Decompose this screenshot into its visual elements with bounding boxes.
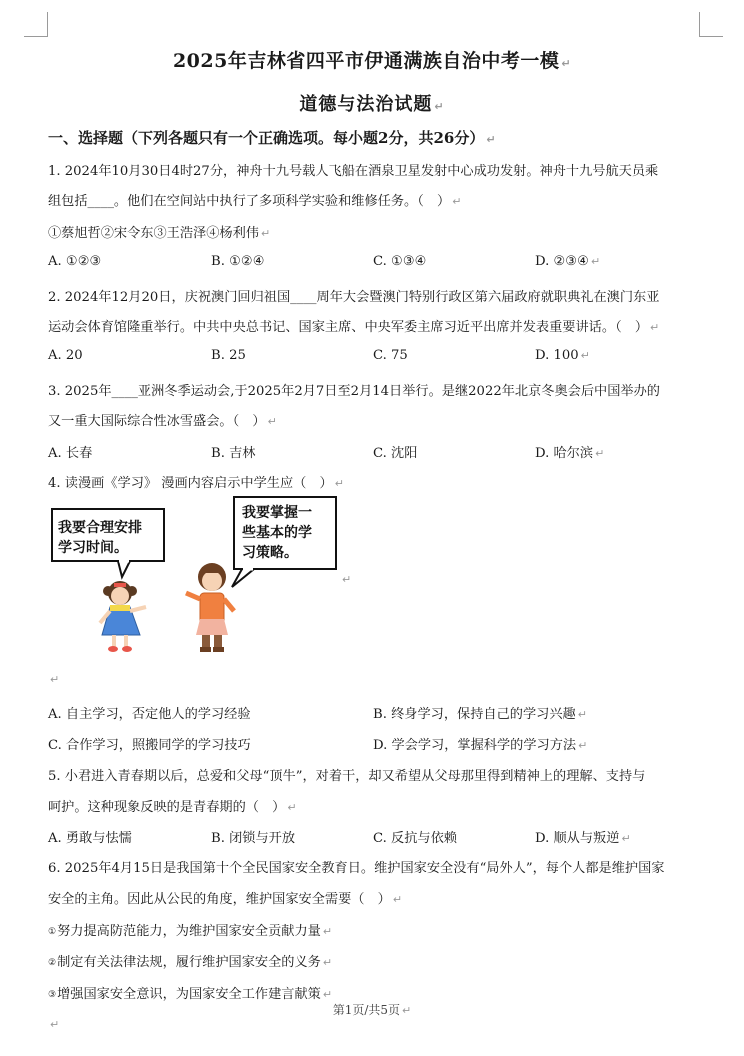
crop-mark-top-right-h: [699, 36, 723, 37]
q4-option-a: A. 自主学习，否定他人的学习经验: [48, 707, 251, 722]
q3-line1: 3. 2025年____亚洲冬季运动会,于2025年2月7日至2月14日举行。是继2022年北京冬奥会后中国举办的: [48, 384, 660, 399]
q6-statement-1: ①努力提高防范能力，为维护国家安全贡献力量 ↵: [48, 924, 333, 939]
q5-option-a: A. 勇敢与怯懦: [48, 831, 132, 846]
q1-option-a: A. ①②③: [48, 254, 102, 269]
q1-option-b: B. ①②④: [211, 254, 265, 269]
q5-line2: 呵护。这种现象反映的是青春期的（ ） ↵: [48, 800, 297, 815]
right-bubble-line3: 习策略。: [242, 545, 298, 561]
q4-option-b: B. 终身学习，保持自己的学习兴趣 ↵: [373, 707, 587, 722]
q6-statement-3: ③增强国家安全意识，为国家安全工作建言献策 ↵: [48, 987, 333, 1002]
page-footer: 第1页/共5页 ↵: [332, 1003, 412, 1017]
q1-option-d: D. ②③④ ↵: [535, 254, 601, 269]
q2-option-c: C. 75: [373, 348, 408, 363]
page-title: 2025年吉林省四平市伊通满族自治中考一模 ↵: [172, 50, 572, 72]
q4-option-c: C. 合作学习，照搬同学的学习技巧: [48, 738, 251, 753]
q1-line1: 1. 2024年10月30日4时27分，神舟十九号载人飞船在酒泉卫星发射中心成功发射。神舟十九号航天员乘: [48, 164, 659, 179]
q2-option-d: D. 100 ↵: [535, 348, 590, 363]
q3-option-c: C. 沈阳: [373, 446, 418, 461]
q6-statement-2: ②制定有关法律法规，履行维护国家安全的义务 ↵: [48, 955, 333, 970]
q2-line1: 2. 2024年12月20日，庆祝澳门回归祖国____周年大会暨澳门特别行政区第六届政府就职典礼在澳门东亚: [48, 290, 660, 305]
crop-mark-top-right-v: [699, 12, 700, 36]
q4-empty-para-mark: ↵: [50, 673, 60, 686]
q2-option-a: A. 20: [48, 348, 83, 363]
q5-option-b: B. 闭锁与开放: [211, 831, 296, 846]
q4-option-d: D. 学会学习，掌握科学的学习方法 ↵: [373, 738, 588, 753]
q1-option-c: C. ①③④: [373, 254, 427, 269]
q4-line1: 4. 读漫画《学习》 漫画内容启示中学生应（ ） ↵: [48, 476, 344, 491]
q6-line2: 安全的主角。因此从公民的角度，维护国家安全需要（ ） ↵: [48, 892, 403, 907]
q3-option-d: D. 哈尔滨 ↵: [535, 446, 605, 461]
left-bubble-tail: [118, 561, 130, 577]
study-cartoon: [46, 495, 346, 665]
q3-line2: 又一重大国际综合性冰雪盛会。（ ） ↵: [48, 414, 277, 429]
q3-option-b: B. 吉林: [211, 446, 256, 461]
q4-figure-para-mark: ↵: [342, 573, 352, 586]
left-bubble-line2: 学习时间。: [58, 540, 128, 556]
q1-line2: 组包括____。他们在空间站中执行了多项科学实验和维修任务。（ ） ↵: [48, 194, 462, 209]
q2-option-b: B. 25: [211, 348, 246, 363]
page-subtitle: 道德与法治试题 ↵: [299, 94, 445, 115]
left-bubble-line1: 我要合理安排: [58, 520, 142, 536]
q5-option-c: C. 反抗与依赖: [373, 831, 457, 846]
q5-line1: 5. 小君进入青春期以后，总爱和父母“顶牛”，对着干，却又希望从父母那里得到精神上的理解、支持与: [48, 769, 646, 784]
crop-mark-top-left-v: [47, 12, 48, 36]
q2-line2: 运动会体育馆隆重举行。中共中央总书记、国家主席、中央军委主席习近平出席并发表重要讲话。（ ） ↵: [48, 320, 660, 335]
right-bubble-line2: 些基本的学: [242, 525, 312, 541]
section-heading: 一、选择题（下列各题只有一个正确选项。每小题2分，共26分） ↵: [48, 129, 496, 147]
q3-option-a: A. 长春: [48, 446, 93, 461]
q1-items: ①蔡旭哲②宋令东③王浩泽④杨利伟 ↵: [48, 226, 271, 241]
right-bubble-line1: 我要掌握一: [242, 505, 312, 521]
last-para-mark: ↵: [50, 1018, 60, 1031]
q6-line1: 6. 2025年4月15日是我国第十个全民国家安全教育日。维护国家安全没有“局外人”，每个人都是维护国家: [48, 861, 665, 876]
crop-mark-top-left-h: [24, 36, 48, 37]
right-bubble-tail: [232, 569, 254, 587]
girl-blue-dress-figure: [100, 581, 146, 652]
q5-option-d: D. 顺从与叛逆 ↵: [535, 831, 631, 846]
girl-orange-jacket-figure: [186, 563, 234, 652]
